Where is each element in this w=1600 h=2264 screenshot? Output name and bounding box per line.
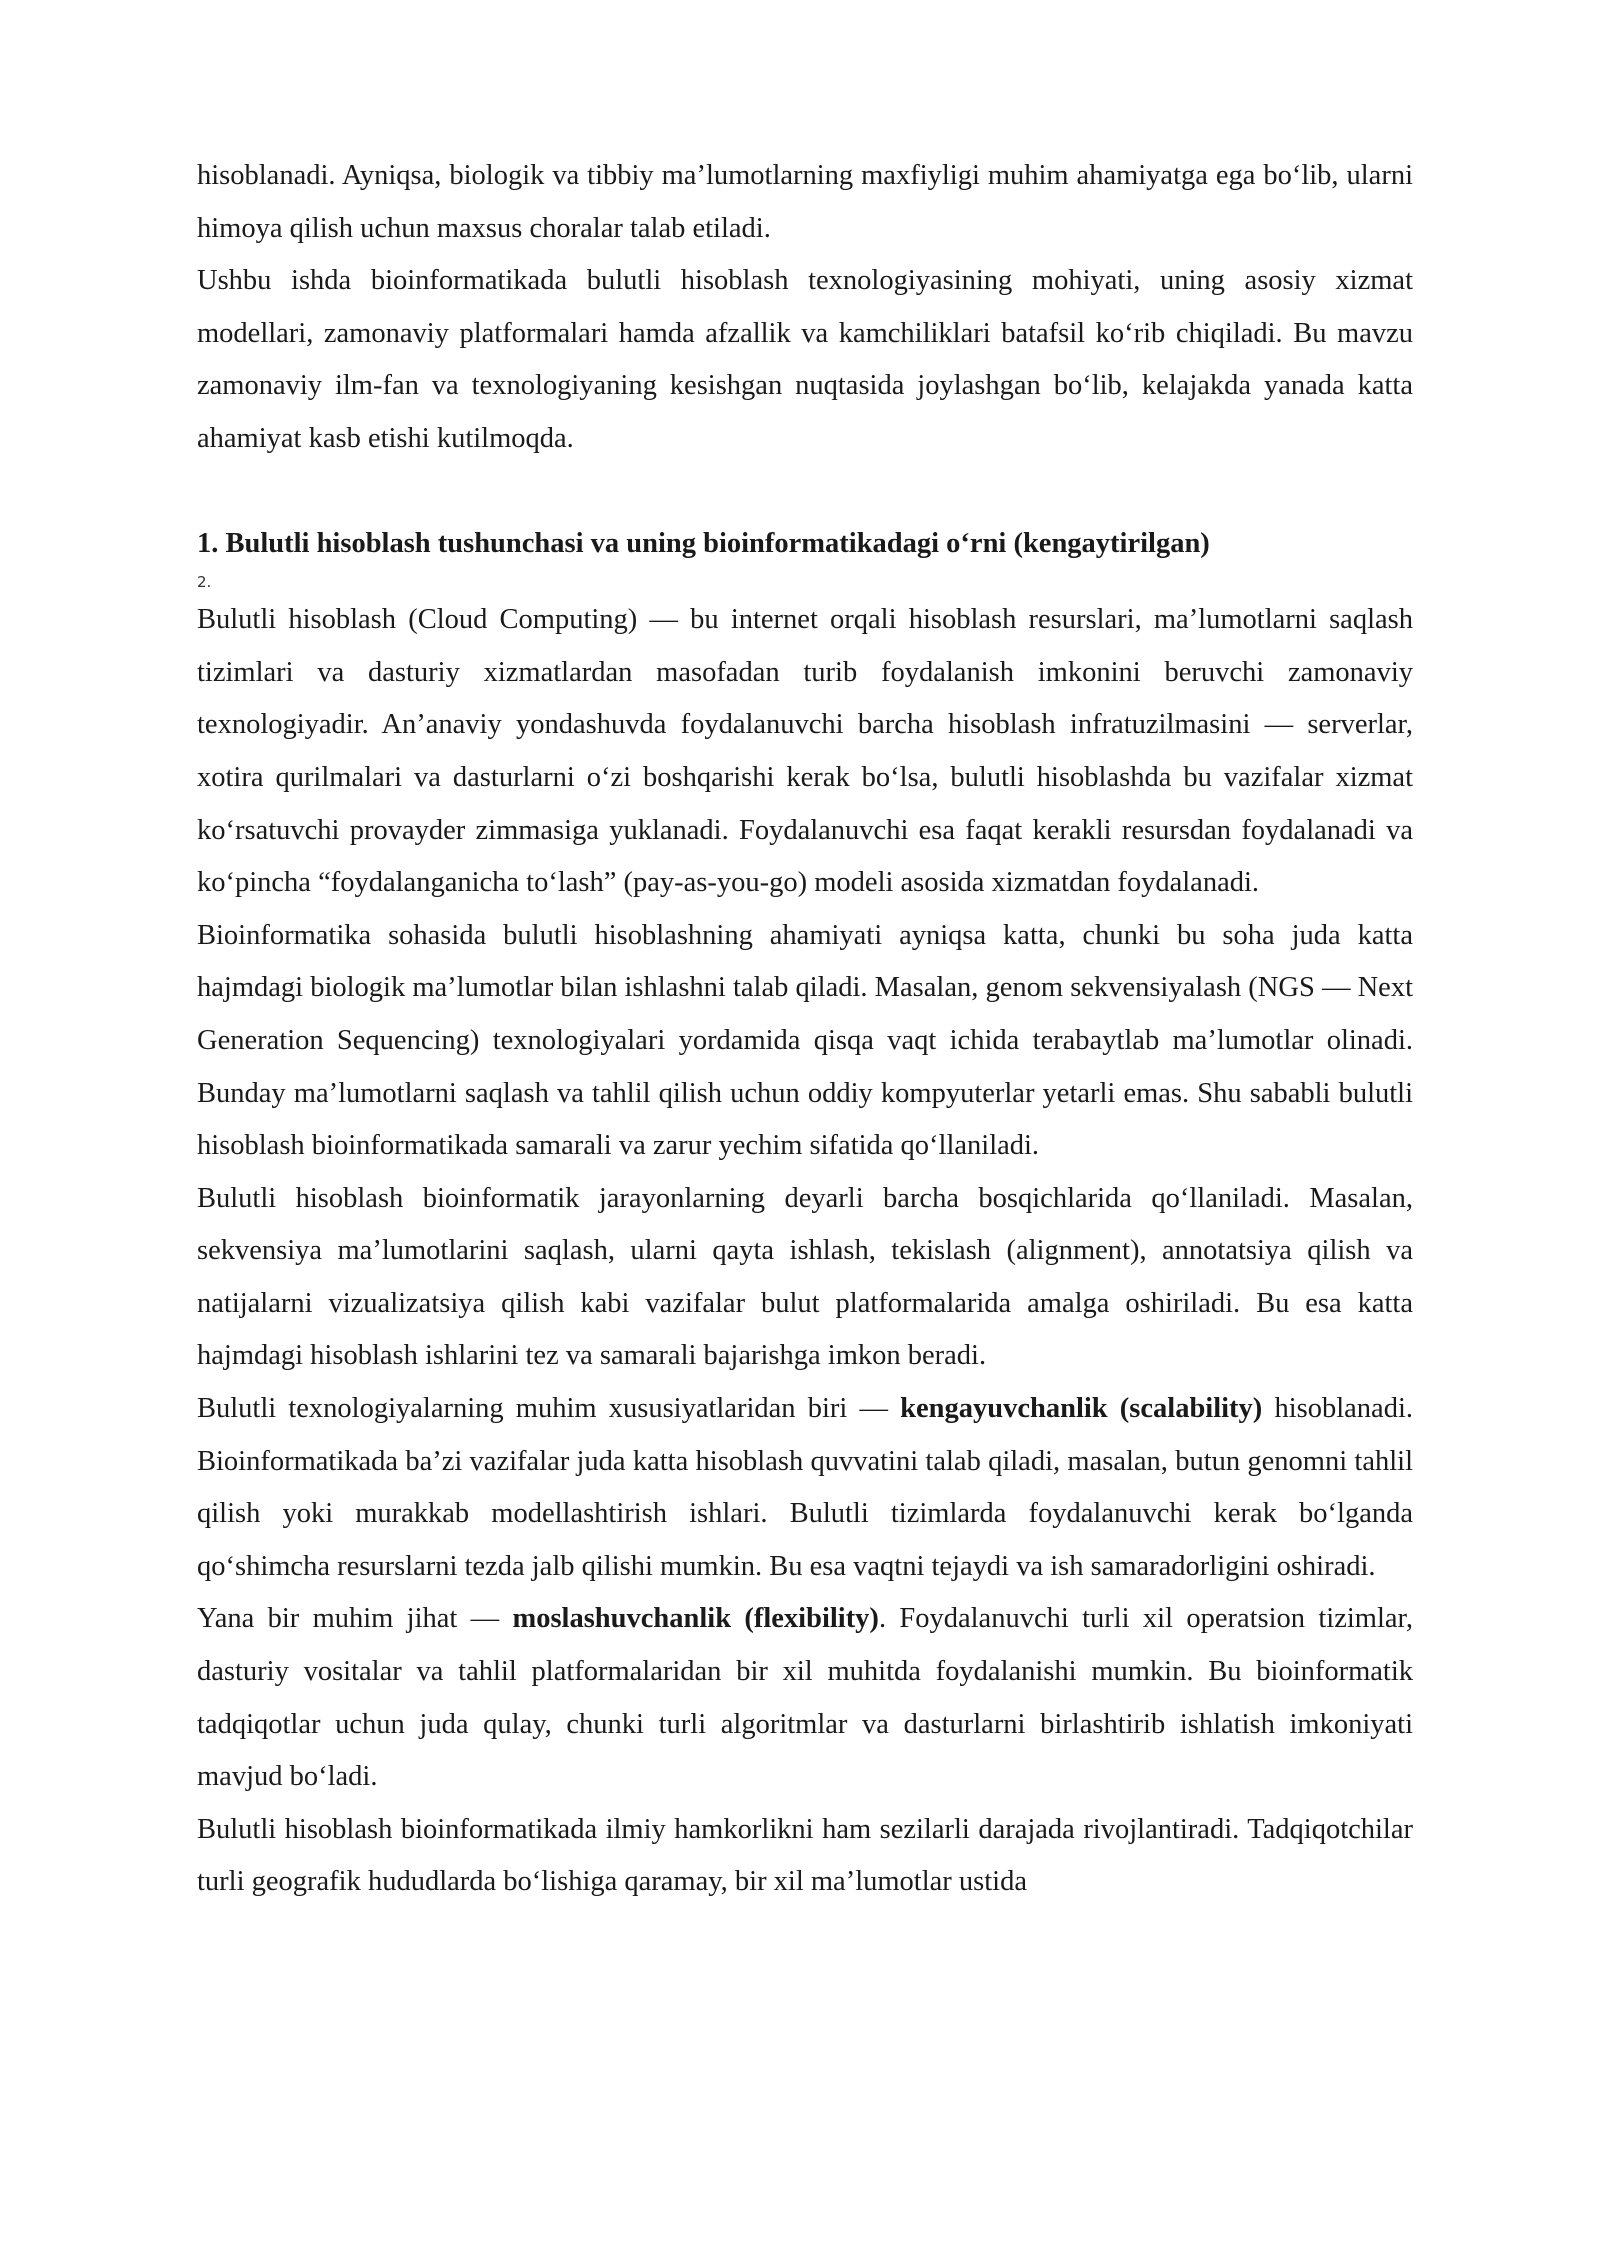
paragraph-scope: Ushbu ishda bioinformatikada bulutli hisoblash texnologiyasining mohiyati, uning asosiy xizmat modellari, zamonaviy platformalari hamda afzallik va kamchiliklari batafsil ko‘rib chiqiladi. Bu mavzu zamonaviy ilm-fan va texnologiyaning kesishgan nuqtasida joylashgan bo‘lib, kelajakda yanada katta ahamiyat kasb etishi kutilmoqda. [197,265,1413,454]
scalability-term: kengayuvchanlik (scalability) [900,1393,1263,1425]
paragraph-flexibility [197,1593,1413,1803]
paragraph-scalability [197,1383,1413,1593]
scalability-text-pre: Bulutli texnologiyalarning muhim xususiyatlaridan biri — [197,1393,901,1425]
paragraph-definition: Bulutli hisoblash (Cloud Computing) — bu internet orqali hisoblash resurslari, ma’lumotlarni saqlash tizimlari va dasturiy xizmatlardan masofadan turib foydalanish imkonini beruvchi zamonaviy texnologiyadir. An’anaviy yondashuvda foydalanuvchi barcha hisoblash infratuzilmasini — serverlar, xotira qurilmalari va dasturlarni o‘zi boshqarishi kerak bo‘lsa, bulutli hisoblashda bu vazifalar xizmat ko‘rsatuvchi provayder zimmasiga yuklanadi. Foydalanuvchi esa faqat kerakli resursdan foydalanadi va ko‘pincha “foydalanganicha to‘lash” (pay-as-you-go) modeli asosida xizmatdan foydalanadi. [197,604,1413,899]
flexibility-text-pre: Yana bir muhim jihat — [197,1603,513,1635]
paragraph-collaboration: Bulutli hisoblash bioinformatikada ilmiy hamkorlikni ham sezilarli darajada rivojlantiradi. Tadqiqotchilar turli geografik hududlarda bo‘lishiga qaramay, bir xil ma’lumotlar ustida [197,1813,1413,1898]
list-number: 2. [197,573,212,592]
flexibility-text-post: . Foydalanuvchi turli xil operatsion tizimlar, dasturiy vositalar va tahlil platformalaridan bir xil muhitda foydalanishi mumkin. Bu bioinformatik tadqiqotlar uchun juda qulay, chunki turli algoritmlar va dasturlarni birlashtirib ishlatish imkoniyati mavjud bo‘ladi. [197,1603,1413,1793]
paragraph-intro-end: hisoblanadi. Ayniqsa, biologik va tibbiy ma’lumotlarning maxfiyligi muhim ahamiyatga ega bo‘lib, ularni himoya qilish uchun maxsus choralar talab etiladi. [197,160,1413,244]
scalability-text-post: hisoblanadi. Bioinformatikada ba’zi vazifalar juda katta hisoblash quvvatini talab qiladi, masalan, butun genomni tahlil qilish yoki murakkab modellashtirish ishlari. Bulutli tizimlarda foydalanuvchi kerak bo‘lganda qo‘shimcha resurslarni tezda jalb qilishi mumkin. Bu esa vaqtni tejaydi va ish samaradorligini oshiradi. [197,1393,1413,1582]
document-page [197,150,1413,1909]
flexibility-term: moslashuvchanlik (flexibility) [512,1603,879,1635]
section-heading: 1. Bulutli hisoblash tushunchasi va uning bioinformatikadagi o‘rni (kengaytirilgan) [197,527,1210,559]
paragraph-stages: Bulutli hisoblash bioinformatik jarayonlarning deyarli barcha bosqichlarida qo‘llaniladi. Masalan, sekvensiya ma’lumotlarini saqlash, ularni qayta ishlash, tekislash (alignment), annotatsiya qilish va natijalarni vizualizatsiya qilish kabi vazifalar bulut platformalarida amalga oshiriladi. Bu esa katta hajmdagi hisoblash ishlarini tez va samarali bajarishga imkon beradi. [197,1182,1413,1372]
paragraph-importance: Bioinformatika sohasida bulutli hisoblashning ahamiyati ayniqsa katta, chunki bu soha juda katta hajmdagi biologik ma’lumotlar bilan ishlashni talab qiladi. Masalan, genom sekvensiyalash (NGS — Next Generation Sequencing) texnologiyalari yordamida qisqa vaqt ichida terabaytlab ma’lumotlar olinadi. Bunday ma’lumotlarni saqlash va tahlil qilish uchun oddiy kompyuterlar yetarli emas. Shu sababli bulutli hisoblash bioinformatikada samarali va zarur yechim sifatida qo‘llaniladi. [197,919,1413,1162]
